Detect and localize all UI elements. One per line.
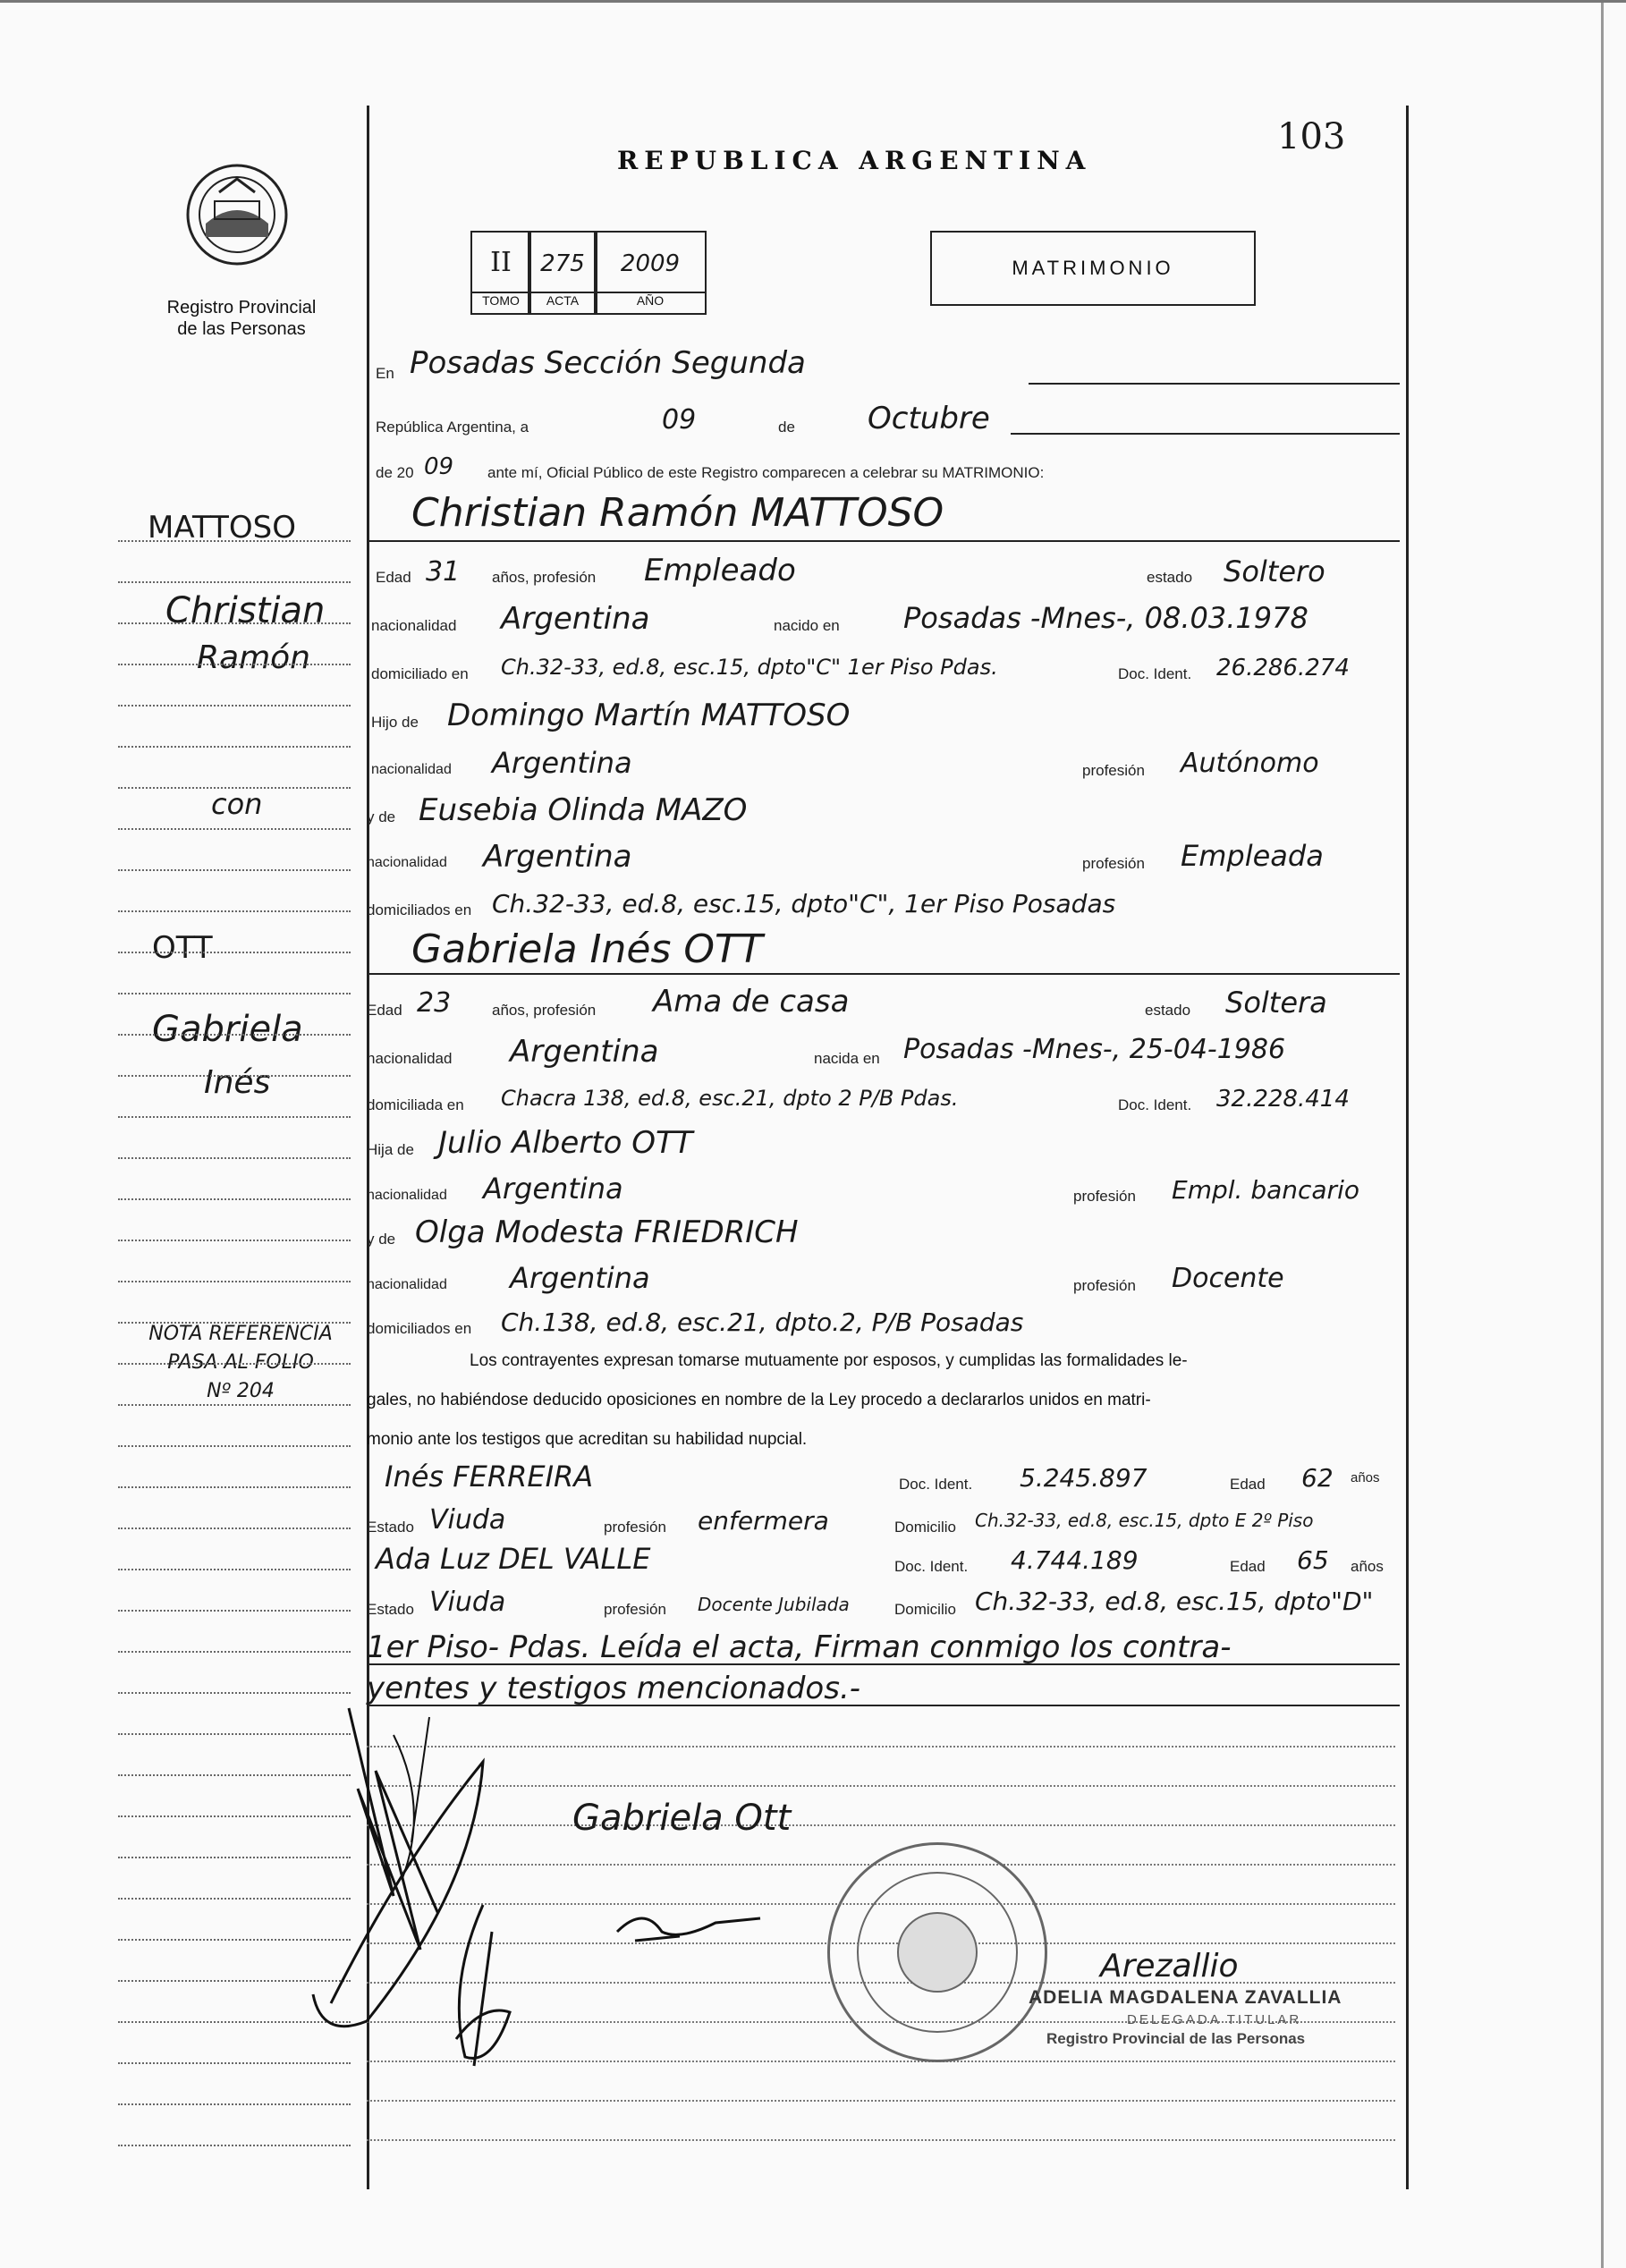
row-groom-dom — [367, 649, 1400, 689]
groom-mother-nat-label: nacionalidad — [367, 855, 447, 870]
row-witness1 — [367, 1460, 1400, 1499]
right-rule — [1406, 106, 1409, 2189]
groom-mother: Eusebia Olinda MAZO — [419, 792, 748, 828]
ano-cell — [594, 231, 707, 293]
groom-father-nat-label: nacionalidad — [371, 762, 452, 777]
witness1-age: 62 — [1301, 1463, 1334, 1493]
margin-rule — [118, 2103, 351, 2105]
official-stamp-icon — [827, 1842, 1047, 2062]
groom-doc-label: Doc. Ident. — [1118, 665, 1192, 682]
row-bride-name — [367, 927, 1400, 977]
groom-nacido-label: nacido en — [774, 617, 840, 634]
bride-father: Julio Alberto OTT — [438, 1125, 693, 1161]
registry-line-2: de las Personas — [177, 319, 306, 339]
margin-rule — [118, 2145, 351, 2146]
margin-rule — [118, 993, 351, 994]
bride-father-nat: Argentina — [483, 1172, 623, 1206]
groom-parents-dom: Ch.32-33, ed.8, esc.15, dpto"C", 1er Piso Posadas — [492, 889, 1116, 918]
groom-estado: Soltero — [1224, 554, 1325, 588]
bride-nacida-label: nacida en — [814, 1050, 880, 1067]
tomo-value: II — [490, 247, 512, 278]
margin-rule — [118, 787, 351, 789]
acta-cell — [528, 231, 597, 293]
bride-domicile: Chacra 138, ed.8, esc.21, dpto 2 P/B Pdas. — [501, 1086, 959, 1111]
body-rule — [367, 2139, 1395, 2141]
witness2-dom-label: Domicilio — [894, 1601, 956, 1618]
intro-text: ante mí, Oficial Público de este Registro comparecen a celebrar su MATRIMONIO: — [487, 464, 1045, 481]
provincial-seal-logo — [179, 152, 295, 277]
bride-parents-dom-label: domiciliados en — [367, 1320, 472, 1337]
declaration-text — [367, 1341, 1395, 1460]
row-groom-father-nat — [367, 746, 1400, 785]
registry-line-1: Registro Provincial — [166, 298, 317, 317]
de-label: de — [778, 419, 795, 436]
bride-profession: Ama de casa — [653, 984, 850, 1020]
ano-label: AÑO — [594, 292, 707, 315]
row-bride-mother-nat — [367, 1261, 1400, 1300]
groom-birth: Posadas -Mnes-, 08.03.1978 — [903, 601, 1308, 635]
margin-rule — [118, 952, 351, 953]
bride-parents-dom: Ch.138, ed.8, esc.21, dpto.2, P/B Posadas — [501, 1307, 1024, 1337]
folio-number: 103 — [1277, 116, 1346, 157]
groom-mother-prof-label: profesión — [1082, 855, 1145, 872]
witness1-dom-label: Domicilio — [894, 1519, 956, 1536]
groom-father: Domingo Martín MATTOSO — [447, 698, 851, 733]
witness1-name: Inés FERREIRA — [385, 1460, 594, 1494]
row-groom-parents-dom — [367, 885, 1400, 925]
witness1-doc: 5.245.897 — [1020, 1463, 1148, 1493]
bride-mother-nat-label: nacionalidad — [367, 1277, 447, 1292]
margin-rule — [118, 1075, 351, 1077]
place-line — [1029, 383, 1400, 385]
witness2-anos-label: años — [1351, 1558, 1384, 1575]
witness2-profession: Docente Jubilada — [698, 1594, 850, 1615]
en-label: En — [376, 365, 394, 382]
closing-line-2: yentes y testigos mencionados.- — [367, 1671, 861, 1706]
margin-rule — [118, 1157, 351, 1159]
witness2-name: Ada Luz DEL VALLE — [376, 1542, 651, 1576]
bride-dom-label: domiciliada en — [367, 1096, 464, 1113]
groom-father-prof-label: profesión — [1082, 762, 1145, 779]
witness2-edad-label: Edad — [1230, 1558, 1266, 1575]
row-bride-father-nat — [367, 1172, 1400, 1211]
bride-mother: Olga Modesta FRIEDRICH — [415, 1214, 799, 1250]
row-intro — [367, 452, 1400, 491]
witness1-doc-label: Doc. Ident. — [899, 1476, 973, 1493]
acta-value: 275 — [540, 250, 585, 277]
bride-mother-prof-label: profesión — [1073, 1277, 1136, 1294]
margin-rule — [118, 540, 351, 542]
groom-nationality: Argentina — [501, 601, 650, 637]
margin-rule — [118, 1198, 351, 1200]
groom-mother-nat: Argentina — [483, 839, 632, 875]
margin-bride-name1: Gabriela — [152, 1009, 303, 1050]
margin-rule — [118, 1651, 351, 1653]
bride-mother-nat: Argentina — [510, 1261, 650, 1295]
bride-father-nat-label: nacionalidad — [367, 1188, 447, 1203]
witness2-signature — [608, 1896, 769, 1950]
officer-name: ADELIA MAGDALENA ZAVALLIA — [1029, 1987, 1342, 2008]
year-prefix: de 20 — [376, 464, 414, 481]
margin-rule — [118, 1404, 351, 1406]
margin-rule — [118, 581, 351, 583]
witness1-domicile: Ch.32-33, ed.8, esc.15, dpto E 2º Piso — [975, 1510, 1314, 1531]
margin-note-2: PASA AL FOLIO — [167, 1351, 314, 1374]
bride-doc-label: Doc. Ident. — [1118, 1096, 1192, 1113]
margin-rule — [118, 910, 351, 912]
bride-edad-label: Edad — [367, 1002, 402, 1019]
month-value: Octubre — [868, 401, 990, 436]
margin-con: con — [211, 787, 263, 821]
row-groom-age — [367, 553, 1400, 592]
margin-rule — [118, 622, 351, 624]
groom-profession: Empleado — [644, 553, 796, 588]
groom-doc: 26.286.274 — [1216, 655, 1350, 681]
margin-bride-surname: OTT — [152, 930, 213, 966]
row-groom-nat — [367, 601, 1400, 640]
bride-full-name: Gabriela Inés OTT — [411, 927, 763, 972]
witness1-estado: Viuda — [429, 1504, 506, 1536]
witness1-anos-label: años — [1351, 1470, 1380, 1485]
margin-note-1: NOTA REFERENCIA — [148, 1323, 333, 1345]
row-bride-dom — [367, 1080, 1400, 1120]
margin-rule — [118, 869, 351, 871]
margin-rule — [118, 1034, 351, 1036]
bride-nac-label: nacionalidad — [367, 1050, 453, 1067]
bride-mother-prof: Docente — [1172, 1263, 1284, 1294]
act-type-box: MATRIMONIO — [930, 231, 1256, 306]
row-date — [367, 401, 1400, 444]
groom-dom-label: domiciliado en — [371, 665, 469, 682]
margin-rule — [118, 1569, 351, 1570]
groom-domicile: Ch.32-33, ed.8, esc.15, dpto"C" 1er Piso Pdas. — [501, 655, 998, 680]
margin-rule — [118, 1116, 351, 1118]
groom-father-nat: Argentina — [492, 746, 632, 780]
witness1-edad-label: Edad — [1230, 1476, 1266, 1493]
margin-rule — [118, 1363, 351, 1365]
groom-edad-label: Edad — [376, 569, 411, 586]
country-title: REPUBLICA ARGENTINA — [617, 146, 1092, 175]
ano-value: 2009 — [620, 250, 681, 277]
margin-rule — [118, 705, 351, 707]
tomo-cell — [470, 231, 531, 293]
row-bride-mother — [367, 1214, 1400, 1254]
margin-rule — [118, 1445, 351, 1447]
year-suffix: 09 — [424, 453, 454, 480]
top-edge — [0, 0, 1626, 3]
bride-father-prof: Empl. bancario — [1172, 1175, 1359, 1205]
groom-name-line — [367, 540, 1400, 542]
groom-full-name: Christian Ramón MATTOSO — [411, 490, 944, 536]
closing-line-1-rule — [367, 1663, 1400, 1665]
bride-name-line — [367, 973, 1400, 975]
row-groom-mother — [367, 792, 1400, 832]
bride-estado-label: estado — [1145, 1002, 1191, 1019]
bride-nationality: Argentina — [510, 1034, 659, 1070]
margin-rule — [118, 828, 351, 830]
margin-rule — [118, 746, 351, 748]
bride-yde-label: y de — [367, 1231, 396, 1248]
groom-nac-label: nacionalidad — [371, 617, 457, 634]
record-box — [470, 231, 681, 320]
bride-age: 23 — [417, 987, 452, 1019]
date-line — [1011, 433, 1400, 435]
groom-age: 31 — [426, 556, 461, 588]
witness2-estado-label: Estado — [367, 1601, 414, 1618]
margin-groom-name2: Ramón — [197, 639, 310, 676]
witness2-doc: 4.744.189 — [1011, 1545, 1139, 1575]
witness2-estado: Viuda — [429, 1587, 506, 1618]
bride-doc: 32.228.414 — [1216, 1086, 1350, 1113]
groom-hijo-label: Hijo de — [371, 714, 419, 731]
groom-parents-dom-label: domiciliados en — [367, 901, 472, 918]
body-rule — [367, 2100, 1395, 2102]
margin-note-3: Nº 204 — [207, 1380, 275, 1402]
tomo-label: TOMO — [470, 292, 531, 315]
bride-birth: Posadas -Mnes-, 25-04-1986 — [903, 1034, 1286, 1065]
margin-rule — [118, 1486, 351, 1488]
row-groom-name — [367, 490, 1400, 540]
row-bride-nat — [367, 1034, 1400, 1073]
binding-edge — [1601, 0, 1604, 2268]
declaration-line-3: monio ante los testigos que acreditan su habilidad nupcial. — [367, 1430, 808, 1449]
row-witness2 — [367, 1542, 1400, 1581]
witness2-prof-label: profesión — [604, 1601, 666, 1618]
row-groom-father — [367, 698, 1400, 737]
bride-father-prof-label: profesión — [1073, 1188, 1136, 1205]
body-rule — [367, 1746, 1395, 1748]
declaration-line-2: gales, no habiéndose deducido oposiciones en nombre de la Ley procedo a declararlos unidos en matri- — [367, 1391, 1151, 1409]
margin-rule — [118, 2062, 351, 2064]
closing-line-1: 1er Piso- Pdas. Leída el acta, Firman conmigo los contra- — [367, 1629, 1232, 1665]
witness1-prof-label: profesión — [604, 1519, 666, 1536]
place-value: Posadas Sección Segunda — [410, 345, 806, 381]
groom-father-prof: Autónomo — [1181, 748, 1319, 779]
witness2-age: 65 — [1297, 1545, 1329, 1575]
groom-anos-label: años, profesión — [492, 569, 597, 586]
body-rule — [367, 1785, 1395, 1787]
groom-mother-prof: Empleada — [1181, 839, 1324, 873]
witness2-doc-label: Doc. Ident. — [894, 1558, 969, 1575]
row-bride-age — [367, 986, 1400, 1025]
declaration-line-1: Los contrayentes expresan tomarse mutuamente por esposos, y cumplidas las formalidades le- — [470, 1351, 1188, 1370]
margin-groom-name1: Christian — [165, 590, 326, 631]
witness2-domicile: Ch.32-33, ed.8, esc.15, dpto"D" — [975, 1587, 1374, 1616]
margin-rule — [118, 1610, 351, 1612]
bride-signature: Gabriela Ott — [572, 1798, 792, 1839]
row-bride-father — [367, 1125, 1400, 1164]
closing-line-2-rule — [367, 1705, 1400, 1706]
acta-label: ACTA — [528, 292, 597, 315]
witness1-estado-label: Estado — [367, 1519, 414, 1536]
margin-rule — [118, 664, 351, 665]
margin-rule — [118, 1528, 351, 1529]
groom-estado-label: estado — [1147, 569, 1193, 586]
officer-title: DELEGADA TITULAR — [1127, 2012, 1302, 2027]
officer-office: Registro Provincial de las Personas — [1046, 2030, 1306, 2047]
body-rule — [367, 1824, 1395, 1826]
groom-yde-label: y de — [367, 808, 396, 825]
row-witness2-details — [367, 1585, 1400, 1624]
row-bride-parents-dom — [367, 1304, 1400, 1343]
margin-groom-surname: MATTOSO — [148, 510, 296, 546]
witness1-profession: enfermera — [698, 1506, 829, 1536]
bride-hija-label: Hija de — [367, 1141, 414, 1158]
republica-label: República Argentina, a — [376, 419, 529, 436]
margin-rule — [118, 1322, 351, 1324]
row-groom-mother-nat — [367, 839, 1400, 878]
row-witness1-details — [367, 1502, 1400, 1542]
margin-rule — [118, 1240, 351, 1241]
bride-anos-label: años, profesión — [492, 1002, 597, 1019]
witness-signature — [429, 1896, 537, 2075]
bride-estado: Soltera — [1225, 986, 1327, 1020]
day-value: 09 — [662, 404, 697, 436]
officer-signature: Arezallio — [1100, 1948, 1239, 1984]
margin-rule — [118, 1281, 351, 1282]
margin-bride-name2: Inés — [204, 1064, 271, 1101]
registry-name — [134, 297, 349, 340]
